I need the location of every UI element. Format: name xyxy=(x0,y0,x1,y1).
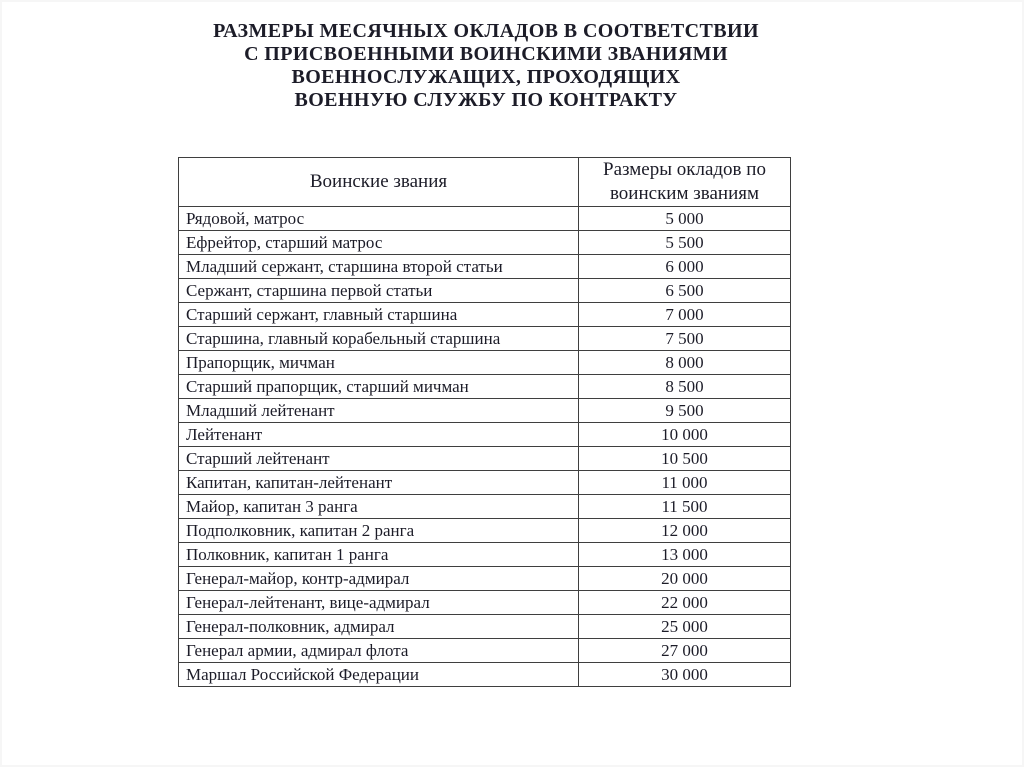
rank-cell: Капитан, капитан-лейтенант xyxy=(179,471,579,495)
salary-cell: 6 500 xyxy=(579,279,791,303)
title-line-4: ВОЕННУЮ СЛУЖБУ ПО КОНТРАКТУ xyxy=(294,89,678,111)
rank-cell: Рядовой, матрос xyxy=(179,207,579,231)
column-header-salary: Размеры окладов по воинским званиям xyxy=(579,158,791,207)
table-row xyxy=(179,447,791,471)
rank-cell: Младший сержант, старшина второй статьи xyxy=(179,255,579,279)
table-row xyxy=(179,327,791,351)
table-row xyxy=(179,567,791,591)
salary-cell: 7 000 xyxy=(579,303,791,327)
header-row xyxy=(179,158,791,207)
rank-cell: Генерал-лейтенант, вице-адмирал xyxy=(179,591,579,615)
salary-cell: 11 500 xyxy=(579,495,791,519)
rank-cell: Ефрейтор, старший матрос xyxy=(179,231,579,255)
table-row xyxy=(179,375,791,399)
title-line-1: РАЗМЕРЫ МЕСЯЧНЫХ ОКЛАДОВ В СООТВЕТСТВИИ xyxy=(213,20,759,42)
rank-cell: Младший лейтенант xyxy=(179,399,579,423)
table-body xyxy=(179,207,791,687)
rank-cell: Подполковник, капитан 2 ранга xyxy=(179,519,579,543)
salary-cell: 25 000 xyxy=(579,615,791,639)
rank-cell: Старшина, главный корабельный старшина xyxy=(179,327,579,351)
table-row xyxy=(179,423,791,447)
salary-cell: 22 000 xyxy=(579,591,791,615)
salary-cell: 10 500 xyxy=(579,447,791,471)
table-row xyxy=(179,615,791,639)
salary-cell: 13 000 xyxy=(579,543,791,567)
table-row xyxy=(179,663,791,687)
salary-cell: 20 000 xyxy=(579,567,791,591)
salary-cell: 5 000 xyxy=(579,207,791,231)
table-row xyxy=(179,471,791,495)
rank-cell: Сержант, старшина первой статьи xyxy=(179,279,579,303)
rank-cell: Старший прапорщик, старший мичман xyxy=(179,375,579,399)
table-row xyxy=(179,519,791,543)
table-row xyxy=(179,207,791,231)
rank-cell: Маршал Российской Федерации xyxy=(179,663,579,687)
page-title xyxy=(0,20,972,112)
salary-cell: 8 500 xyxy=(579,375,791,399)
table-row xyxy=(179,495,791,519)
rank-cell: Старший сержант, главный старшина xyxy=(179,303,579,327)
salary-cell: 10 000 xyxy=(579,423,791,447)
title-line-2: С ПРИСВОЕННЫМИ ВОИНСКИМИ ЗВАНИЯМИ xyxy=(244,43,728,65)
column-header-ranks: Воинские звания xyxy=(179,158,579,207)
salary-table xyxy=(178,157,791,687)
salary-cell: 6 000 xyxy=(579,255,791,279)
table-row xyxy=(179,399,791,423)
table-row xyxy=(179,591,791,615)
table-row xyxy=(179,543,791,567)
salary-cell: 12 000 xyxy=(579,519,791,543)
salary-cell: 8 000 xyxy=(579,351,791,375)
salary-cell: 5 500 xyxy=(579,231,791,255)
rank-cell: Генерал-полковник, адмирал xyxy=(179,615,579,639)
table-row xyxy=(179,639,791,663)
rank-cell: Лейтенант xyxy=(179,423,579,447)
rank-cell: Полковник, капитан 1 ранга xyxy=(179,543,579,567)
rank-cell: Майор, капитан 3 ранга xyxy=(179,495,579,519)
rank-cell: Генерал-майор, контр-адмирал xyxy=(179,567,579,591)
rank-cell: Старший лейтенант xyxy=(179,447,579,471)
salary-cell: 30 000 xyxy=(579,663,791,687)
salary-cell: 27 000 xyxy=(579,639,791,663)
table-row xyxy=(179,303,791,327)
salary-cell: 9 500 xyxy=(579,399,791,423)
salary-cell: 7 500 xyxy=(579,327,791,351)
rank-cell: Прапорщик, мичман xyxy=(179,351,579,375)
rank-cell: Генерал армии, адмирал флота xyxy=(179,639,579,663)
table-row xyxy=(179,255,791,279)
table-row xyxy=(179,351,791,375)
table-row xyxy=(179,279,791,303)
table-row xyxy=(179,231,791,255)
title-line-3: ВОЕННОСЛУЖАЩИХ, ПРОХОДЯЩИХ xyxy=(291,66,681,88)
salary-cell: 11 000 xyxy=(579,471,791,495)
